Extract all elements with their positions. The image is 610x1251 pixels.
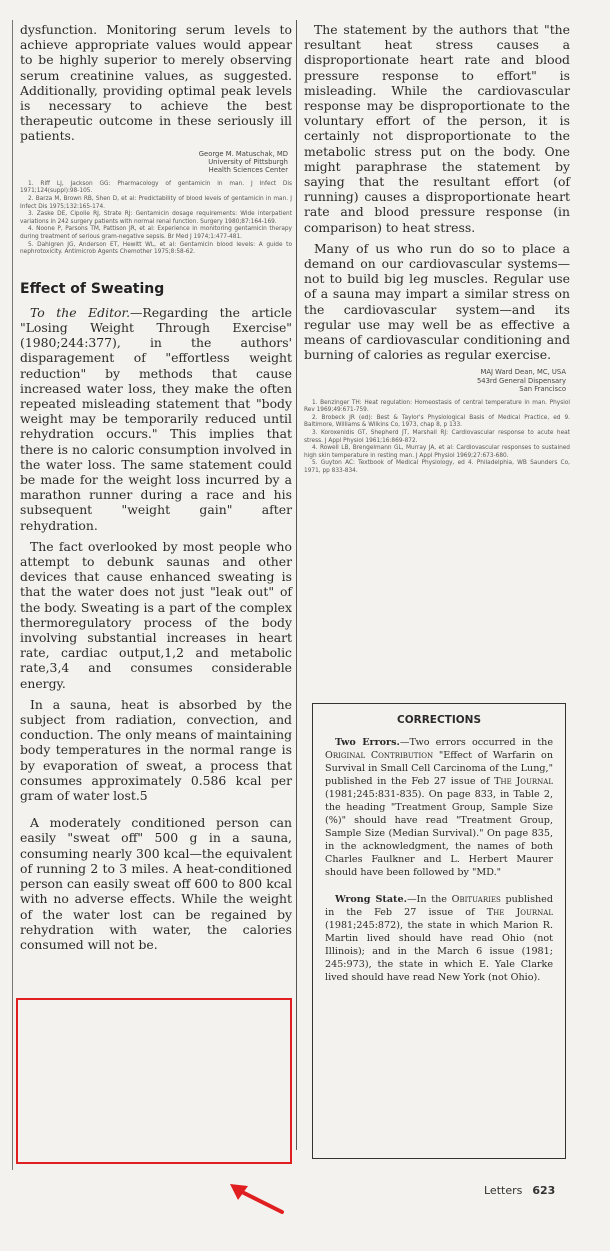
reference: 2. Brobeck JR (ed): Best & Taylor's Physiological Basis of Medical Practice, ed 9. Baltimore, Williams & Wilkins Co, 1973, chap 8, p 133. bbox=[304, 414, 570, 429]
section-label: Letters bbox=[484, 1184, 523, 1197]
reference: 2. Barza M, Brown RB, Shen D, et al: Predictability of blood levels of gentamicin in man. J Infect Dis 1975;132:165-174. bbox=[20, 196, 292, 210]
page-footer bbox=[484, 1184, 555, 1197]
reference: 4. Noone P, Parsons TM, Pattison JR, et al: Experience in monitoring gentamicin therapy during treatment of serious gram-negative sepsis. Br Med J 1974;1:477-481. bbox=[20, 226, 292, 240]
paragraph: Many of us who run do so to place a demand on our cardiovascular systems—not to build big leg muscles. Regular use of a sauna may impart a similar stress on the cardiovascular system—and its regular use may well be as effective a means of cardiovascular conditioning and burning of calories as regular exercise. bbox=[304, 240, 570, 363]
column-divider bbox=[296, 20, 297, 1150]
page-number: 623 bbox=[532, 1184, 556, 1197]
paragraph: The statement by the authors that "the resultant heat stress causes a disproportionate heart rate and blood pressure response to effort" is misleading. While the cardiovascular response may be disproportionate to the voluntary effort of the person, it is certainly not disproportionate to the metabolic stress put on the body. One might paraphrase the statement by saying that the resultant effort (of running) causes a disproportionate heart rate and blood pressure response (in comparison) to heat stress. bbox=[304, 22, 570, 235]
author-signature: MAJ Ward Dean, MC, USA 543rd General Dispensary San Francisco bbox=[476, 368, 566, 394]
author-signature: George M. Matuschak, MD University of Pittsburgh Health Sciences Center bbox=[198, 149, 288, 175]
correction-item: Wrong State.—In the Obituaries published in the Feb 27 issue of The Journal (1981;245:872), the state in which Marion R. Martin lived should have read Ohio (not Illinois); and in the March 6 issue (1981; 245:973), the state in which E. Yale Clarke lived should have read New York (not Ohio). bbox=[325, 894, 553, 983]
reference: 3. Zaske DE, Cipolle RJ, Strate RJ: Gentamicin dosage requirements: Wide interpatient variations in 242 surgery patients with normal renal function. Surgery 1980;87:164-169. bbox=[20, 211, 292, 225]
corrections-title: CORRECTIONS bbox=[396, 714, 482, 726]
reference: 5. Dahlgren JG, Anderson ET, Hewitt WL, et al: Gentamicin blood levels: A guide to nephrotoxicity. Antimicrob Agents Chemother 1975;8:58-62. bbox=[20, 241, 292, 256]
paragraph: The fact overlooked by most people who attempt to debunk saunas and other devices that cause enhanced sweating is that the water does not just "leak out" of the body. Sweating is a part of the complex thermoregulatory process of the body involving substantial increases in heart rate, cardiac output,1,2 and metabolic rate,3,4 and consumes considerable energy. bbox=[20, 538, 292, 691]
left-column bbox=[20, 22, 292, 952]
reference: 1. Riff LJ, Jackson GG: Pharmacology of gentamicin in man. J Infect Dis 1971;124(suppl):98-105. bbox=[20, 180, 292, 195]
corrections-box bbox=[312, 703, 566, 1159]
reference: 3. Koroxenidis GT, Shepherd JT, Marshall RJ: Cardiovascular response to acute heat stress. J Appl Physiol 1961;16:869-872. bbox=[304, 430, 570, 444]
reference: 1. Benzinger TH: Heat regulation: Homeostasis of central temperature in man. Physiol Rev 1969;49:671-759. bbox=[304, 399, 570, 414]
article-heading: Effect of Sweating bbox=[20, 280, 165, 297]
salutation: To the Editor. bbox=[30, 304, 131, 320]
paragraph: In a sauna, heat is absorbed by the subject from radiation, convection, and conduction. The only means of maintaining body temperatures in the normal range is by evaporation of sweat, a process that consumes approximately 0.586 kcal per gram of water lost.5 bbox=[20, 696, 292, 804]
paragraph-continuation: dysfunction. Monitoring serum levels to achieve appropriate values would appear to be highly superior to merely observing serum creatinine values, as suggested. Additionally, providing optimal peak levels is necessary to achieve the best therapeutic outcome in these seriously ill patients. bbox=[20, 22, 292, 144]
left-edge-rule bbox=[12, 20, 13, 1170]
highlighted-paragraph: A moderately conditioned person can easily "sweat off" 500 g in a sauna, consuming nearly 300 kcal—the equivalent of running 2 to 3 miles. A heat-conditioned person can easily sweat off 600 to 800 kcal with no adverse effects. While the weight of the water lost can be regained by rehydration with water, the calories consumed will not be. bbox=[20, 815, 292, 952]
reference: 5. Guyton AC: Textbook of Medical Physiology, ed 4. Philadelphia, WB Saunders Co, 1971, pp 833-834. bbox=[304, 460, 570, 475]
reference: 4. Rowell LB, Brengelmann GL, Murray JA, et al: Cardiovascular responses to sustained high skin temperature in resting man. J Appl Physiol 1969;27:673-680. bbox=[304, 445, 570, 459]
right-column bbox=[304, 22, 570, 476]
correction-item: Two Errors.—Two errors occurred in the Original Contribution "Effect of Warfarin on Survival in Small Cell Carcinoma of the Lung," published in the Feb 27 issue of The Journal (1981;245:831-835). On page 833, in Table 2, the heading "Treatment Group, Sample Size (%)" should have read "Treatment Group, Sample Size (Median Survival)." On page 835, in the acknowledgment, the names of both Charles Faulkner and L. Herbert Maurer should have been followed by "MD." bbox=[325, 737, 554, 878]
paragraph: To the Editor.—Regarding the article "Losing Weight Through Exercise" (1980;244:377), in the authors' disparagement of "effortless weight reduction" by methods that cause increased water loss, they make the often repeated misleading statement that "body weight may be temporarily reduced until rehydration occurs." This implies that there is no caloric consumption involved in the water loss. The same statement could be made for the weight loss incurred by a marathon runner during a race and his subsequent "weight gain" after rehydration. bbox=[20, 304, 292, 533]
highlight-box bbox=[16, 998, 292, 1164]
arrow-icon bbox=[228, 1180, 288, 1220]
